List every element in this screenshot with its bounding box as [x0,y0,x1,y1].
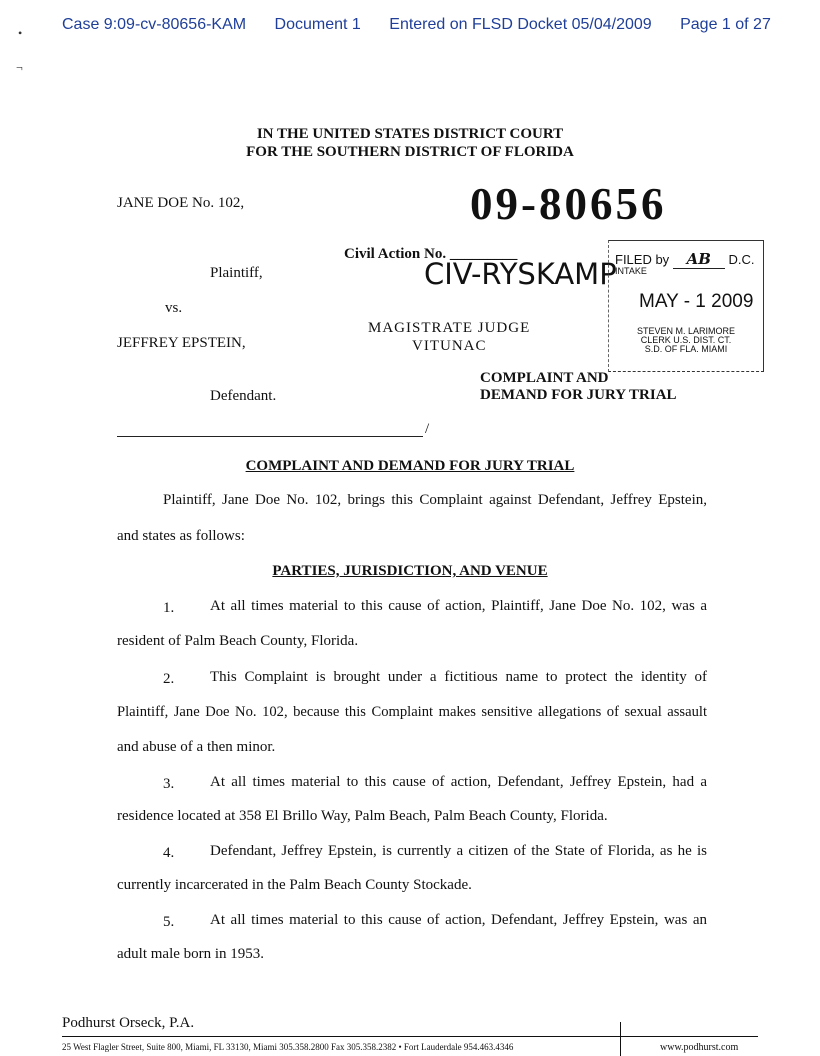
caption-slash: / [425,421,430,437]
paragraph-number: 4. [163,845,175,861]
filed-date: MAY - 1 2009 [639,291,754,312]
plaintiff-role: Plaintiff, [210,265,263,281]
magistrate-name: VITUNAC [412,338,487,354]
case-number-stamp: 09-80656 [470,179,667,229]
paragraph-first-line: At all times material to this cause of action, Plaintiff, Jane Doe No. 102, was a [210,598,707,614]
paragraph-first-line: At all times material to this cause of action, Defendant, Jeffrey Epstein, was an [210,912,707,928]
paragraph-line: resident of Palm Beach County, Florida. [117,633,359,649]
docket-entry: Entered on FLSD Docket 05/04/2009 [389,16,652,33]
defendant-role: Defendant. [210,388,277,404]
court-heading [0,125,820,161]
paragraph-line: adult male born in 1953. [117,946,265,962]
footer-rule [62,1036,758,1037]
intake-label: INTAKE [615,266,647,276]
paragraph-line: Plaintiff, Jane Doe No. 102, because this Complaint makes sensitive allegations of sexual assault [117,704,707,720]
court-line-1: IN THE UNITED STATES DISTRICT COURT [256,126,564,142]
paragraph-number: 3. [163,776,175,792]
clerk-initials: AB [673,250,725,269]
case-number-header: Case 9:09-cv-80656-KAM [62,16,247,33]
firm-address: 25 West Flagler Street, Suite 800, Miami, FL 33130, Miami 305.358.2800 Fax 305.358.2382 • Fort Lauderdale 954.463.4346 [62,1042,514,1052]
paragraph-first-line: This Complaint is brought under a fictitious name to protect the identity of [210,669,707,685]
firm-website: www.podhurst.com [660,1042,739,1053]
magistrate-label: MAGISTRATE JUDGE [368,320,531,336]
paragraph-line: currently incarcerated in the Palm Beach County Stockade. [117,877,472,893]
paragraph-line: and abuse of a then minor. [117,739,276,755]
paragraph-first-line: At all times material to this cause of action, Defendant, Jeffrey Epstein, had a [210,774,707,790]
clerk-line-3: S.D. OF FLA. MIAMI [644,344,728,354]
paragraph-first-line: Defendant, Jeffrey Epstein, is currently a citizen of the State of Florida, as he is [210,843,707,859]
court-line-2: FOR THE SOUTHERN DISTRICT OF FLORIDA [246,144,574,160]
paragraph-number: 2. [163,671,175,687]
clerk-block [609,327,763,354]
paragraph-line: residence located at 358 El Brillo Way, Palm Beach, Palm Beach County, Florida. [117,808,608,824]
pleading-title-2: DEMAND FOR JURY TRIAL [480,387,677,403]
ecf-header [62,16,795,34]
footer-divider [620,1022,621,1056]
paragraph-number: 1. [163,600,175,616]
document-number: Document 1 [274,16,361,33]
filed-stamp [608,240,764,372]
versus: vs. [165,300,183,316]
clerk-line-1: STEVEN M. LARIMORE [636,326,735,336]
scan-mark-icon: ¬ [16,60,23,74]
scan-mark-icon: • [18,26,23,40]
pleading-title-1: COMPLAINT AND [480,370,609,386]
page-indicator: Page 1 of 27 [680,16,771,33]
plaintiff-name: JANE DOE No. 102, [117,195,245,211]
intro-line-1: Plaintiff, Jane Doe No. 102, brings this Complaint against Defendant, Jeffrey Epstein, [163,492,707,508]
filed-by-label: FILED by [615,252,670,267]
paragraph-number: 5. [163,914,175,930]
judge-stamp: CIV-RYSKAMP [424,257,617,291]
section-heading: PARTIES, JURISDICTION, AND VENUE [272,563,548,579]
civil-action-label: Civil Action No. _________ [344,246,518,262]
defendant-name: JEFFREY EPSTEIN, [117,335,246,351]
caption-rule [117,436,423,437]
dc-label: D.C. [728,252,755,267]
intro-line-2: and states as follows: [117,528,245,544]
firm-name: Podhurst Orseck, P.A. [62,1015,195,1031]
complaint-title: COMPLAINT AND DEMAND FOR JURY TRIAL [245,458,575,474]
clerk-line-2: CLERK U.S. DIST. CT. [640,335,732,345]
